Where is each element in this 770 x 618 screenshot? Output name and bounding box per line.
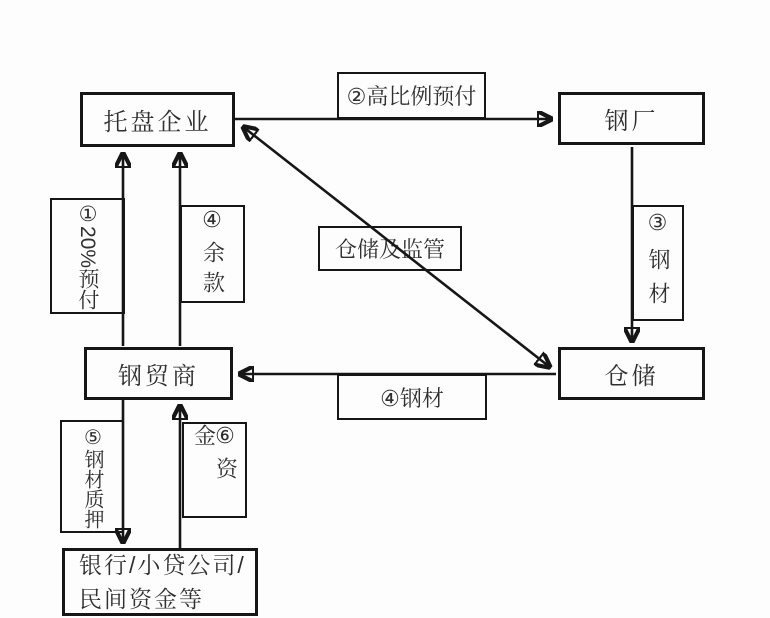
edge-label-warehousing-supervision: 仓储及监管: [318, 226, 462, 271]
node-warehouse: 仓储: [558, 347, 705, 400]
node-steel-mill: 钢厂: [558, 92, 705, 145]
edge-label-balance-payment: ④余款: [180, 205, 245, 303]
edge-label-steel-4: ④钢材: [337, 374, 487, 420]
funding-sources-line-1: 银行/小贷公司/: [79, 552, 246, 578]
edge-label-funds: ⑥资金: [182, 422, 247, 518]
edge-label-high-ratio-prepayment: ②高比例预付: [337, 72, 486, 119]
funding-sources-line-2: 民间资金等: [79, 586, 204, 612]
edge-label-steel-pledge: ⑤钢材质押: [60, 420, 124, 533]
node-funding-sources: [62, 548, 258, 616]
edge-label-20-percent-prepayment: ①20%预付: [50, 198, 125, 314]
node-pallet-enterprise: 托盘企业: [80, 92, 235, 147]
edge-label-steel-3: ③钢材: [632, 205, 684, 321]
node-steel-trader: 钢贸商: [84, 347, 233, 400]
